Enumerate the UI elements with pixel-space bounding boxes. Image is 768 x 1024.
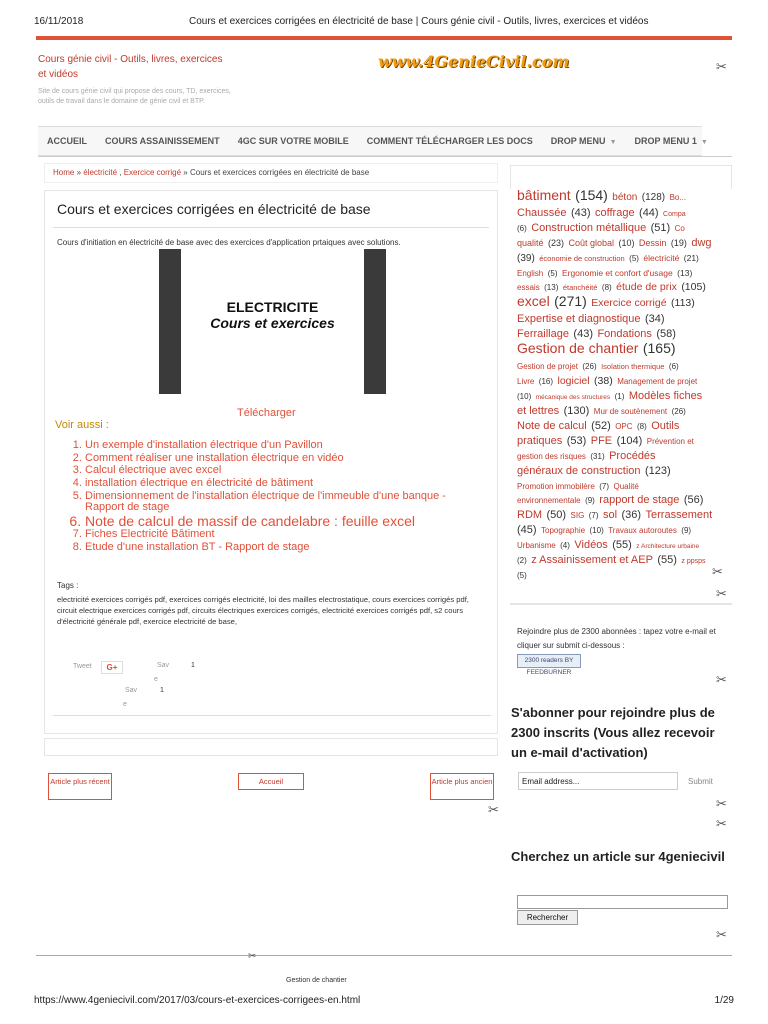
post-footer-box [44, 738, 498, 756]
tag-link[interactable]: SIG [570, 511, 585, 520]
tag-link[interactable]: Outils [651, 419, 680, 432]
tag-link[interactable]: Procédés [609, 449, 656, 462]
tag-link[interactable]: Gestion de projet [517, 362, 578, 371]
tag-cloud-row [517, 326, 676, 341]
newsletter-title: S'abonner pour rejoindre plus de 2300 inscrits (Vous allez recevoir un e-mail d'activation) [511, 705, 715, 760]
tag-link[interactable]: Qualité [613, 481, 639, 491]
tag-count: (128) [641, 192, 666, 203]
edit-scissors-icon[interactable]: ✂ [716, 59, 727, 74]
tag-count: (53) [566, 434, 587, 447]
nav-item[interactable] [96, 136, 229, 146]
main-nav [38, 126, 708, 156]
post-intro: Cours d'initiation en électricité de base avec des exercices d'application prtaiques avec solutions. [57, 238, 401, 247]
tags-heading: Tags : [57, 581, 79, 590]
tag-link[interactable]: Note de calcul [517, 419, 587, 432]
tag-link[interactable]: Ferraillage [517, 328, 569, 340]
tag-link[interactable]: Isolation thermique [601, 362, 665, 371]
breadcrumb-cat-electricite[interactable]: électricité [83, 168, 118, 177]
tag-count: (43) [571, 207, 591, 219]
tag-cloud [517, 188, 727, 580]
older-post-button[interactable]: Article plus ancien [430, 773, 494, 800]
newer-post-button[interactable]: Article plus récent [48, 773, 112, 800]
tag-link[interactable]: Dessin [638, 238, 667, 248]
tag-link[interactable]: Compa [663, 211, 686, 218]
related-article-link[interactable]: 3. Calcul électrique avec excel [85, 465, 465, 477]
tag-count: (26) [582, 362, 597, 371]
book-cover-image[interactable] [159, 249, 386, 394]
breadcrumb-comma: , [117, 168, 124, 177]
edit-scissors-icon[interactable]: ✂ [716, 927, 727, 942]
tag-link[interactable]: logiciel [557, 374, 590, 387]
save-count: 1 [191, 662, 195, 669]
tag-link[interactable]: Exercice corrigé [591, 297, 667, 309]
breadcrumb-current: Cours et exercices corrigées en électricité de base [189, 168, 370, 177]
bottom-rule [36, 955, 732, 956]
tag-count: (1) [614, 391, 625, 401]
tag-link[interactable]: excel [517, 293, 550, 309]
tag-count: (21) [683, 253, 699, 263]
save-button[interactable]: Sav [157, 662, 170, 669]
edit-scissors-icon[interactable]: ✂ [716, 816, 727, 831]
tag-link[interactable]: sol [603, 509, 618, 521]
nav-item[interactable] [229, 136, 358, 146]
tag-count: (271) [554, 293, 587, 309]
chevron-down-icon: ▼ [700, 139, 708, 146]
tag-link[interactable]: économie de construction [539, 254, 625, 263]
download-link[interactable]: Télécharger [237, 407, 296, 419]
save-count-2: 1 [160, 687, 164, 694]
tag-link[interactable]: et lettres [517, 404, 560, 417]
tag-link[interactable]: électricité [643, 253, 680, 263]
see-also-heading: Voir aussi : [55, 419, 109, 431]
nav-item[interactable] [626, 136, 717, 146]
save-counter-mark-2: e [123, 701, 127, 708]
tag-cloud-row [517, 463, 671, 478]
tag-count: (16) [538, 376, 554, 386]
chevron-down-icon: ▼ [609, 139, 617, 146]
search-title: Cherchez un article sur 4geniecivil [511, 849, 725, 864]
related-articles-list [85, 440, 465, 555]
tag-count: (55) [657, 554, 677, 566]
related-article-link[interactable]: 1. Un exemple d'installation électrique d'un Pavillon [85, 440, 465, 452]
post-container [44, 190, 498, 734]
tag-link[interactable]: Ergonomie et confort d'usage [561, 267, 673, 278]
tag-link[interactable]: Terrassement [645, 509, 713, 521]
print-footer-url: https://www.4geniecivil.com/2017/03/cours-et-exercices-corrigees-en.html [34, 995, 361, 1006]
tag-link[interactable]: Livre [517, 376, 535, 386]
site-title-link[interactable]: Cours génie civil - Outils, livres, exercices et vidéos [38, 54, 223, 80]
print-footer-page: 1/29 [714, 995, 734, 1006]
tag-link[interactable]: gestion des risques [517, 451, 586, 461]
site-description: Site de cours génie civil qui propose des cours, TD, exercices, outils de travail dans le domaine de génie civil et BTP. [38, 88, 231, 105]
tag-count: (34) [644, 313, 665, 325]
home-button[interactable]: Accueil [238, 773, 304, 790]
tag-count: (31) [590, 451, 605, 461]
sidebar-cloud-top [510, 165, 732, 189]
edit-scissors-icon[interactable]: ✂ [712, 564, 723, 579]
tag-cloud-row [517, 373, 697, 389]
nav-rule [38, 156, 732, 157]
tag-link[interactable]: mécanique des structures [535, 393, 611, 401]
tag-link[interactable]: Co [674, 224, 685, 233]
tag-count: (56) [683, 494, 704, 506]
tag-cloud-row [517, 403, 686, 419]
tag-count: (104) [616, 434, 643, 447]
tag-link[interactable]: bâtiment [517, 188, 571, 203]
tag-link[interactable]: dwg [691, 237, 712, 249]
tag-cloud-row [517, 341, 676, 356]
feedburner-readers-badge[interactable]: 2300 readers BY FEEDBURNER [517, 654, 581, 668]
tag-count: (58) [656, 328, 676, 340]
tag-count: (36) [621, 509, 642, 521]
tag-link[interactable]: Gestion de chantier [517, 340, 639, 356]
tag-cloud-row [517, 311, 665, 326]
search-button[interactable]: Rechercher [517, 910, 578, 925]
tag-link[interactable]: z Assainissement et AEP [531, 554, 653, 566]
email-input[interactable] [518, 772, 678, 790]
tag-count: (13) [677, 267, 693, 278]
tag-count: (154) [575, 188, 608, 203]
tag-count: (19) [670, 238, 687, 248]
bottom-tag-link[interactable]: Gestion de chantier [286, 977, 347, 984]
tag-link[interactable]: z ppsps [681, 558, 706, 565]
post-title: Cours et exercices corrigées en électricité de base [57, 201, 371, 217]
tag-cloud-row [517, 507, 712, 523]
tag-cloud-row [517, 418, 679, 434]
tag-count: (123) [644, 464, 671, 477]
tag-count: (38) [594, 374, 613, 387]
related-article-link[interactable]: 4. installation électrique en électricité de bâtiment [85, 478, 465, 490]
edit-scissors-icon[interactable]: ✂ [716, 796, 727, 811]
nav-item[interactable] [358, 136, 542, 146]
tag-count: (9) [681, 526, 692, 535]
edit-scissors-icon[interactable]: ✂ [716, 672, 727, 687]
tag-link[interactable]: Mur de soutènement [593, 406, 668, 416]
tag-count: (10) [618, 238, 635, 248]
post-title-rule [53, 227, 489, 228]
tag-link[interactable]: généraux de construction [517, 464, 641, 477]
tag-count: (44) [639, 207, 659, 219]
tag-count: (8) [601, 283, 612, 292]
tag-count: (105) [681, 281, 706, 293]
related-article-link[interactable]: 7. Fiches Electricité Bâtiment [85, 529, 465, 541]
cover-subtitle: Cours et exercices [210, 315, 335, 331]
related-article-link[interactable]: 5. Dimensionnement de l'installation électrique de l'immeuble d'une banque - Rapport de stage [85, 491, 465, 514]
print-page-title: Cours et exercices corrigées en électricité de base | Cours génie civil - Outils, livres, exercices et vidéos [189, 16, 649, 27]
tag-link[interactable]: Chaussée [517, 207, 567, 219]
tag-count: (4) [560, 541, 570, 550]
tag-link[interactable]: OPC [615, 421, 633, 431]
tag-link[interactable]: Bo... [669, 193, 687, 202]
nav-item-label: DROP MENU [550, 136, 606, 146]
tag-link[interactable]: Promotion immobilère [517, 481, 595, 491]
sidebar-divider [510, 603, 732, 605]
tag-count: (5) [629, 254, 639, 263]
related-article-link[interactable]: 6. Note de calcul de massif de candelabre : feuille excel [85, 515, 465, 528]
tag-link[interactable]: rapport de stage [599, 494, 680, 506]
search-input[interactable] [517, 895, 728, 909]
nav-item-label: DROP MENU 1 [634, 136, 697, 146]
tag-link[interactable]: English [517, 268, 544, 278]
tag-link[interactable]: Travaux autoroutes [608, 526, 677, 535]
tag-link[interactable]: Prévention et [646, 436, 694, 446]
tag-link[interactable]: Management de projet [617, 376, 698, 386]
subscribe-text: Rejoindre plus de 2300 abonnées : tapez votre e-mail et cliquer sur submit ci-dessous : [517, 627, 716, 650]
tag-count: (5) [547, 268, 558, 278]
tag-count: (10) [517, 391, 532, 401]
breadcrumb-sep: » [181, 168, 190, 177]
tag-link[interactable]: Expertise et diagnostique [517, 313, 641, 325]
tag-count: (7) [588, 511, 599, 520]
tag-count: (39) [517, 253, 535, 264]
tag-link[interactable]: Coût global [568, 238, 614, 248]
tag-link[interactable]: Topographie [541, 526, 586, 535]
tag-link[interactable]: étude de prix [616, 281, 677, 293]
nav-item-label: COURS ASSAINISSEMENT [105, 136, 220, 146]
tag-cloud-row [517, 448, 656, 464]
breadcrumb-sep: » [74, 168, 84, 177]
nav-item-label: ACCUEIL [47, 136, 87, 146]
cover-title: ELECTRICITE [226, 299, 319, 315]
tag-cloud-row [517, 552, 706, 569]
nav-item[interactable] [38, 136, 96, 146]
edit-scissors-icon[interactable]: ✂ [716, 586, 727, 601]
nav-item[interactable] [542, 136, 626, 146]
tag-count: (5) [517, 571, 527, 580]
tag-count: (10) [589, 526, 604, 535]
tag-link[interactable]: z Architecture urbaine [636, 543, 700, 550]
breadcrumb [44, 163, 498, 183]
save-button-2[interactable]: Sav [125, 687, 138, 694]
print-date: 16/11/2018 [34, 16, 84, 27]
tag-cloud-row [517, 522, 691, 538]
breadcrumb-home[interactable]: Home [53, 168, 75, 177]
google-plus-button[interactable]: G+ [101, 661, 123, 674]
tag-count: (13) [544, 283, 559, 292]
edit-scissors-icon[interactable]: ✂ [248, 951, 257, 962]
tag-link[interactable]: pratiques [517, 434, 563, 447]
tag-link[interactable]: béton [612, 192, 638, 203]
tag-cloud-row [517, 220, 685, 236]
tag-link[interactable]: PFE [590, 434, 613, 447]
tag-count: (55) [612, 539, 632, 551]
submit-button[interactable]: Submit [688, 777, 713, 786]
tag-count: (9) [585, 496, 595, 505]
tag-link[interactable]: RDM [517, 509, 543, 521]
tag-count: (2) [517, 556, 527, 565]
tag-count: (8) [636, 421, 647, 431]
tag-count: (7) [599, 481, 610, 491]
breadcrumb-cat-exercice[interactable]: Exercice corrigé [123, 168, 182, 177]
tag-count: (50) [546, 509, 567, 521]
save-counter-mark: e [154, 676, 158, 683]
tag-link[interactable]: Construction métallique [531, 222, 647, 234]
tag-link[interactable]: essais [517, 283, 540, 292]
tag-link[interactable]: environnementale [517, 496, 581, 505]
tweet-button[interactable]: Tweet [73, 663, 92, 670]
post-end-rule [53, 715, 491, 716]
tag-link[interactable]: Vidéos [574, 539, 608, 551]
tag-count: (26) [671, 406, 686, 416]
tag-link[interactable]: qualité [517, 238, 544, 248]
tags-text: electricité exercices corrigés pdf, exercices corrigés electricité, loi des mailles electrostatique, cours exercices corrigés pdf, circuit electrique exercices corrigés pdf, circuits électriques exercices corrigés, electricité exercices corrigés pdf, s2 cours d'électricité générale pdf, exercice electricité de base, [57, 595, 469, 627]
tag-cloud-row [517, 567, 527, 580]
tag-link[interactable]: Urbanisme [517, 541, 556, 550]
nav-item-label: COMMENT TÉLÉCHARGER LES DOCS [366, 136, 533, 146]
site-logo[interactable]: www.4GenieCivil.com [378, 52, 570, 71]
tag-link[interactable]: Modèles fiches [628, 389, 703, 402]
nav-item-label: 4GC SUR VOTRE MOBILE [237, 136, 349, 146]
tag-link[interactable]: coffrage [595, 207, 635, 219]
tag-count: (113) [671, 297, 695, 309]
tag-count: (6) [668, 362, 679, 371]
related-article-link[interactable]: 8. Etude d'une installation BT - Rapport de stage [85, 542, 465, 554]
tag-count: (51) [650, 222, 671, 234]
tag-count: (23) [547, 238, 564, 248]
tag-count: (165) [642, 340, 676, 356]
tag-cloud-row [517, 294, 695, 310]
top-accent-rule [36, 36, 732, 40]
edit-scissors-icon[interactable]: ✂ [488, 802, 499, 817]
tag-count: (43) [573, 328, 593, 340]
tag-link[interactable]: Fondations [597, 328, 652, 340]
tag-count: (130) [563, 404, 590, 417]
tag-count: (6) [517, 224, 527, 233]
tag-count: (45) [517, 524, 537, 536]
tag-count: (52) [591, 419, 611, 432]
related-article-link[interactable]: 2. Comment réaliser une installation électrique en vidéo [85, 453, 465, 465]
tag-link[interactable]: étanchéité [562, 283, 598, 292]
